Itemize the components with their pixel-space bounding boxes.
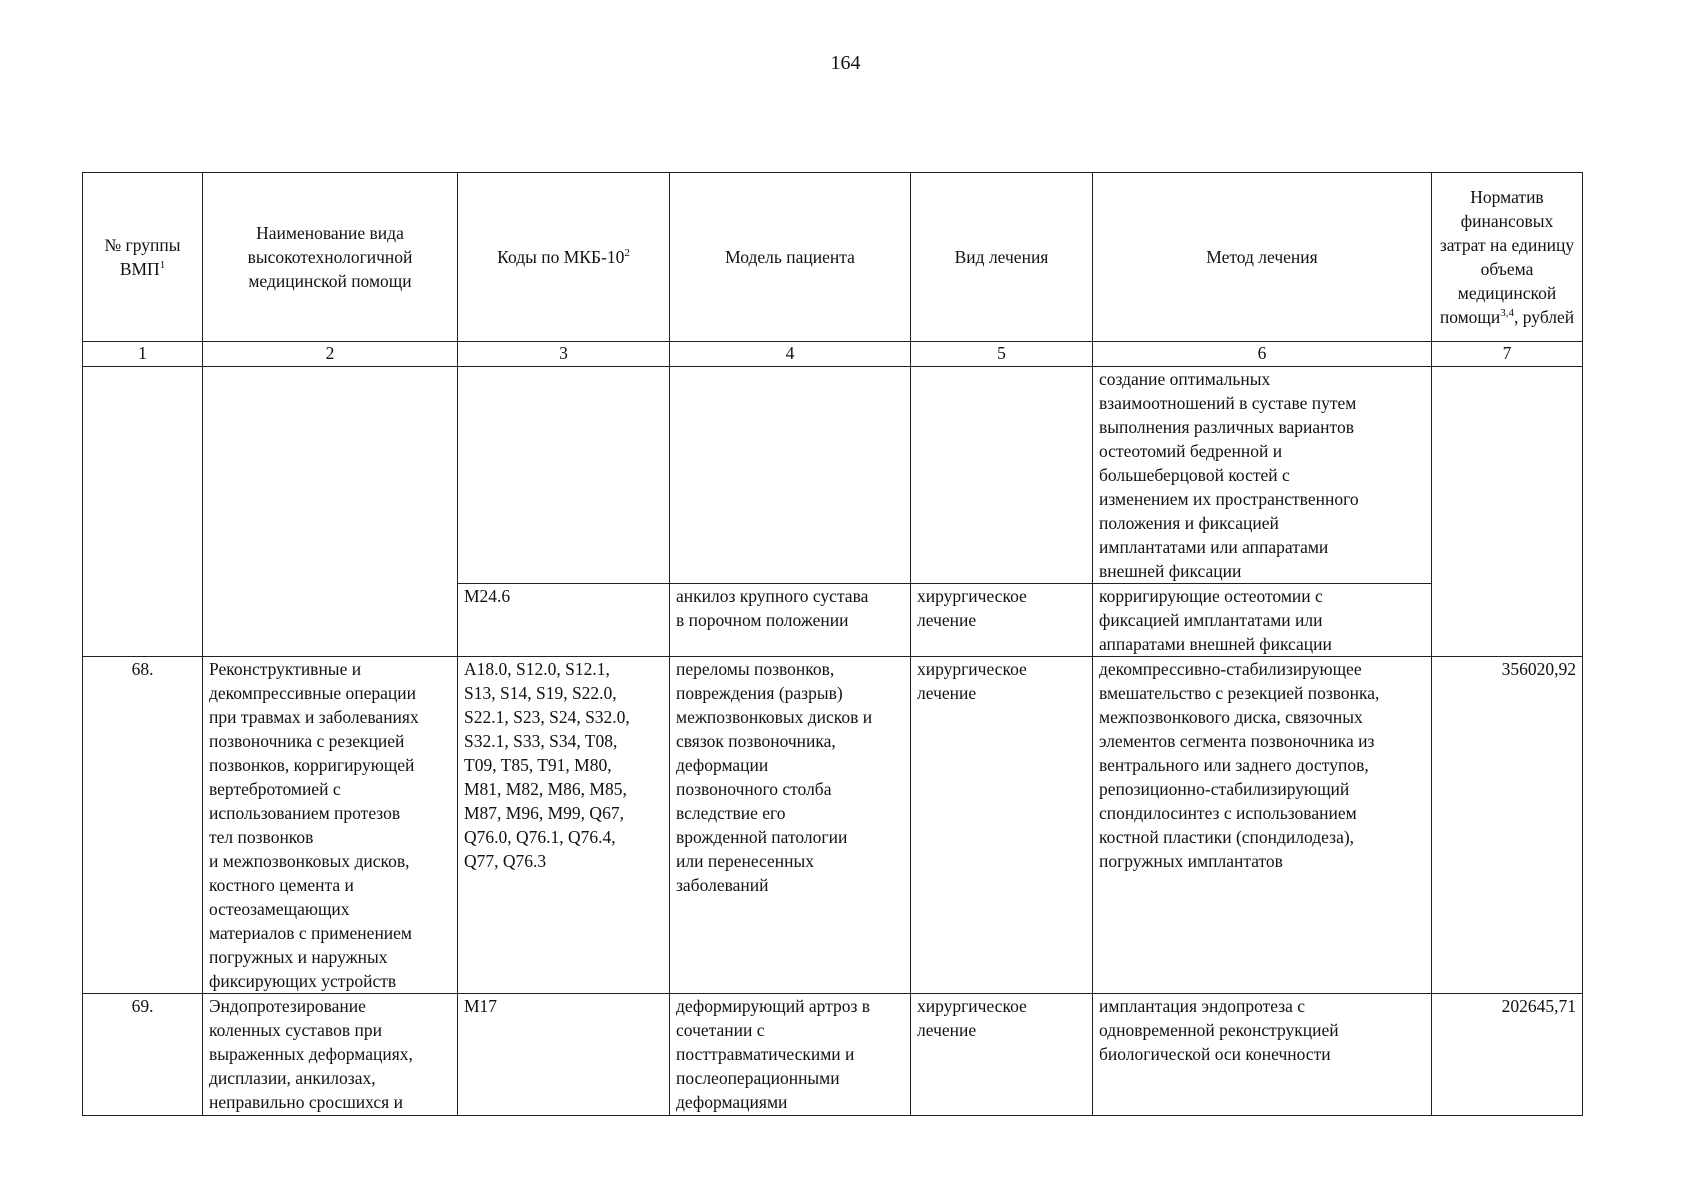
- header-row: [83, 173, 1583, 342]
- header-icd-codes: Коды по МКБ-$10^2$: [458, 173, 670, 342]
- cell-treatment-method: декомпрессивно-стабилизирующее вмешательство с резекцией позвонка, межпозвонкового диска, связочных элементов сегмента позвоночника из вентрального или заднего доступов, репозиционно-стабилизирующий спондилосинтез с использованием костной пластики (спондилодеза), погружных имплантатов: [1093, 657, 1432, 994]
- column-number: 4: [670, 342, 911, 367]
- cell-care-type-name: Реконструктивные и декомпрессивные операции при травмах и заболеваниях позвоночника с резекцией позвонков, корригирующей вертебротомией с использованием протезов тел позвонков и межпозвонковых дисков, костного цемента и остеозамещающих материалов с применением погружных и наружных фиксирующих устройств: [203, 657, 458, 994]
- cell-group-number: [83, 367, 203, 657]
- cell-icd-codes: A18.0, S12.0, S12.1, S13, S14, S19, S22.0, S22.1, S23, S24, S32.0, S32.1, S33, S34, T08, T09, T85, T91, M80, M81, M82, M86, M85, M87, M96, M99, Q67, Q76.0, Q76.1, Q76.4, Q77, Q76.3: [458, 657, 670, 994]
- table-row: [83, 657, 1583, 994]
- header-treatment-type: Вид лечения: [911, 173, 1093, 342]
- table-row: [83, 367, 1583, 584]
- header-group-number: № группы ВМП$^1$: [83, 173, 203, 342]
- cell-treatment-type: хирургическое лечение: [911, 657, 1093, 994]
- cell-icd-codes: [458, 367, 670, 584]
- cell-treatment-type: хирургическое лечение: [911, 584, 1093, 657]
- column-number: 3: [458, 342, 670, 367]
- cell-treatment-method: корригирующие остеотомии с фиксацией имплантатами или аппаратами внешней фиксации: [1093, 584, 1432, 657]
- column-number-row: [83, 342, 1583, 367]
- header-care-type-name: Наименование вида высокотехнологичной медицинской помощи: [203, 173, 458, 342]
- header-treatment-method: Метод лечения: [1093, 173, 1432, 342]
- column-number: 1: [83, 342, 203, 367]
- cell-icd-codes: M24.6: [458, 584, 670, 657]
- cell-patient-model: переломы позвонков, повреждения (разрыв) межпозвонковых дисков и связок позвоночника, деформации позвоночного столба вследствие его врожденной патологии или перенесенных заболеваний: [670, 657, 911, 994]
- cell-group-number: 69.: [83, 994, 203, 1116]
- cell-cost-norm: 356020,92: [1432, 657, 1583, 994]
- page-number: 164: [830, 52, 861, 74]
- cell-treatment-method: создание оптимальных взаимоотношений в суставе путем выполнения различных вариантов остеотомий бедренной и большеберцовой костей с изменением их пространственного положения и фиксацией имплантатами или аппаратами внешней фиксации: [1093, 367, 1432, 584]
- table-row: [83, 994, 1583, 1116]
- cell-treatment-method: имплантация эндопротеза с одновременной реконструкцией биологической оси конечности: [1093, 994, 1432, 1116]
- column-number: 5: [911, 342, 1093, 367]
- cell-patient-model: [670, 367, 911, 584]
- cell-cost-norm: 202645,71: [1432, 994, 1583, 1116]
- header-cost-norm: Норматив финансовых затрат на единицу объема медицинской помощи$^{3,4}$, рублей: [1432, 173, 1583, 342]
- cell-cost-norm: [1432, 367, 1583, 657]
- column-number: 2: [203, 342, 458, 367]
- cell-care-type-name: Эндопротезирование коленных суставов при выраженных деформациях, дисплазии, анкилозах, неправильно сросшихся и: [203, 994, 458, 1116]
- cell-group-number: 68.: [83, 657, 203, 994]
- cell-icd-codes: M17: [458, 994, 670, 1116]
- cell-treatment-type: [911, 367, 1093, 584]
- cell-patient-model: деформирующий артроз в сочетании с посттравматическими и послеоперационными деформациями: [670, 994, 911, 1116]
- column-number: 7: [1432, 342, 1583, 367]
- cell-patient-model: анкилоз крупного сустава в порочном положении: [670, 584, 911, 657]
- column-number: 6: [1093, 342, 1432, 367]
- header-patient-model: Модель пациента: [670, 173, 911, 342]
- cell-treatment-type: хирургическое лечение: [911, 994, 1093, 1116]
- vmp-table: [82, 172, 1583, 1116]
- cell-care-type-name: [203, 367, 458, 657]
